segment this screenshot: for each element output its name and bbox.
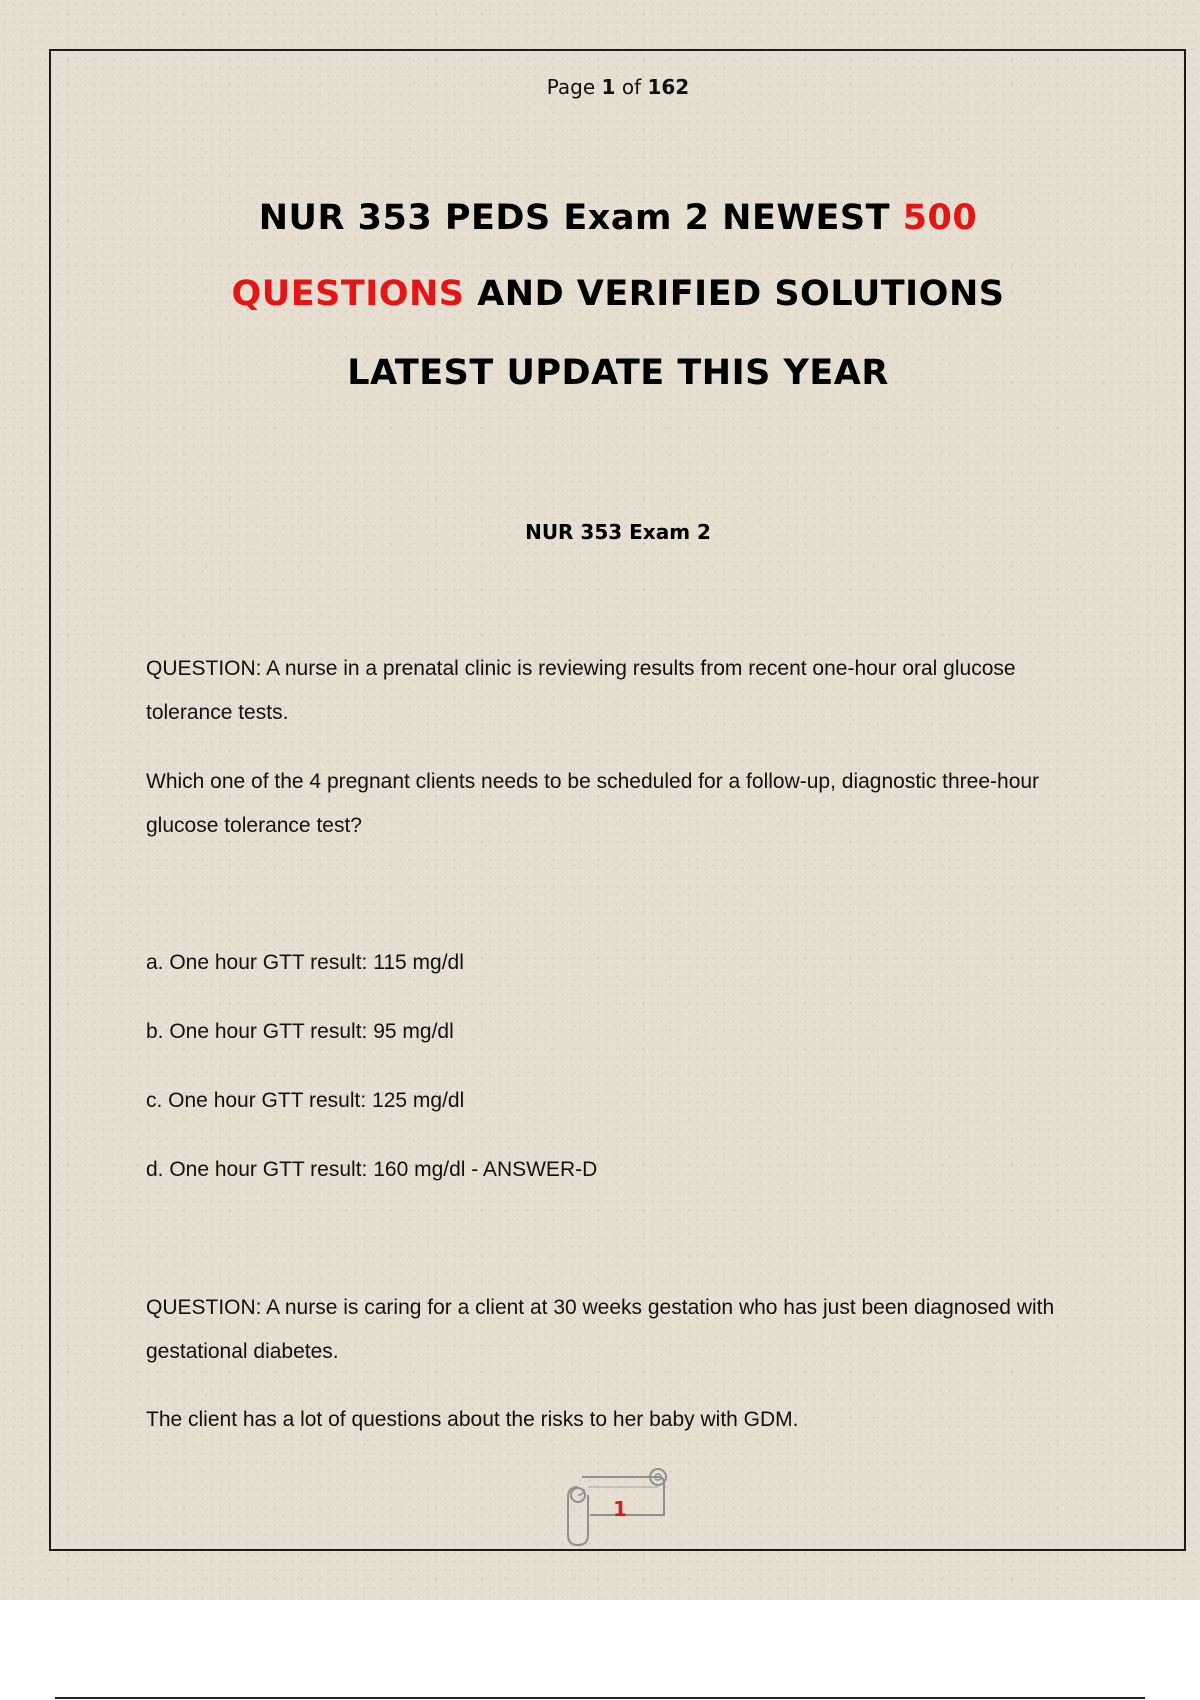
title-line-2: QUESTIONS AND VERIFIED SOLUTIONS <box>231 274 1005 314</box>
page-indicator: Page 1 of 162 <box>546 75 690 99</box>
bottom-divider <box>55 1697 1145 1699</box>
question-1-prompt: Which one of the 4 pregnant clients needs to be scheduled for a follow-up, diagnostic three-hour glucose tolerance test? <box>146 770 1040 837</box>
question-1-option-d: d. One hour GTT result: 160 mg/dl - ANSWER-D <box>146 1158 598 1181</box>
exam-subtitle: NUR 353 Exam 2 <box>525 520 711 544</box>
title-line-1: NUR 353 PEDS Exam 2 NEWEST 500 <box>258 198 978 238</box>
question-1-option-c: c. One hour GTT result: 125 mg/dl <box>146 1089 465 1112</box>
question-1-option-b: b. One hour GTT result: 95 mg/dl <box>146 1020 454 1043</box>
page-number: 1 <box>613 1497 627 1521</box>
question-1-stem: QUESTION: A nurse in a prenatal clinic is reviewing results from recent one-hour oral glucose tolerance tests. <box>146 657 1016 724</box>
question-1-option-a: a. One hour GTT result: 115 mg/dl <box>146 951 464 974</box>
question-2-prompt: The client has a lot of questions about the risks to her baby with GDM. <box>146 1408 799 1431</box>
title-line-3: LATEST UPDATE THIS YEAR <box>347 353 889 393</box>
question-2-stem: QUESTION: A nurse is caring for a client at 30 weeks gestation who has just been diagnosed with gestational diabetes. <box>146 1296 1055 1363</box>
